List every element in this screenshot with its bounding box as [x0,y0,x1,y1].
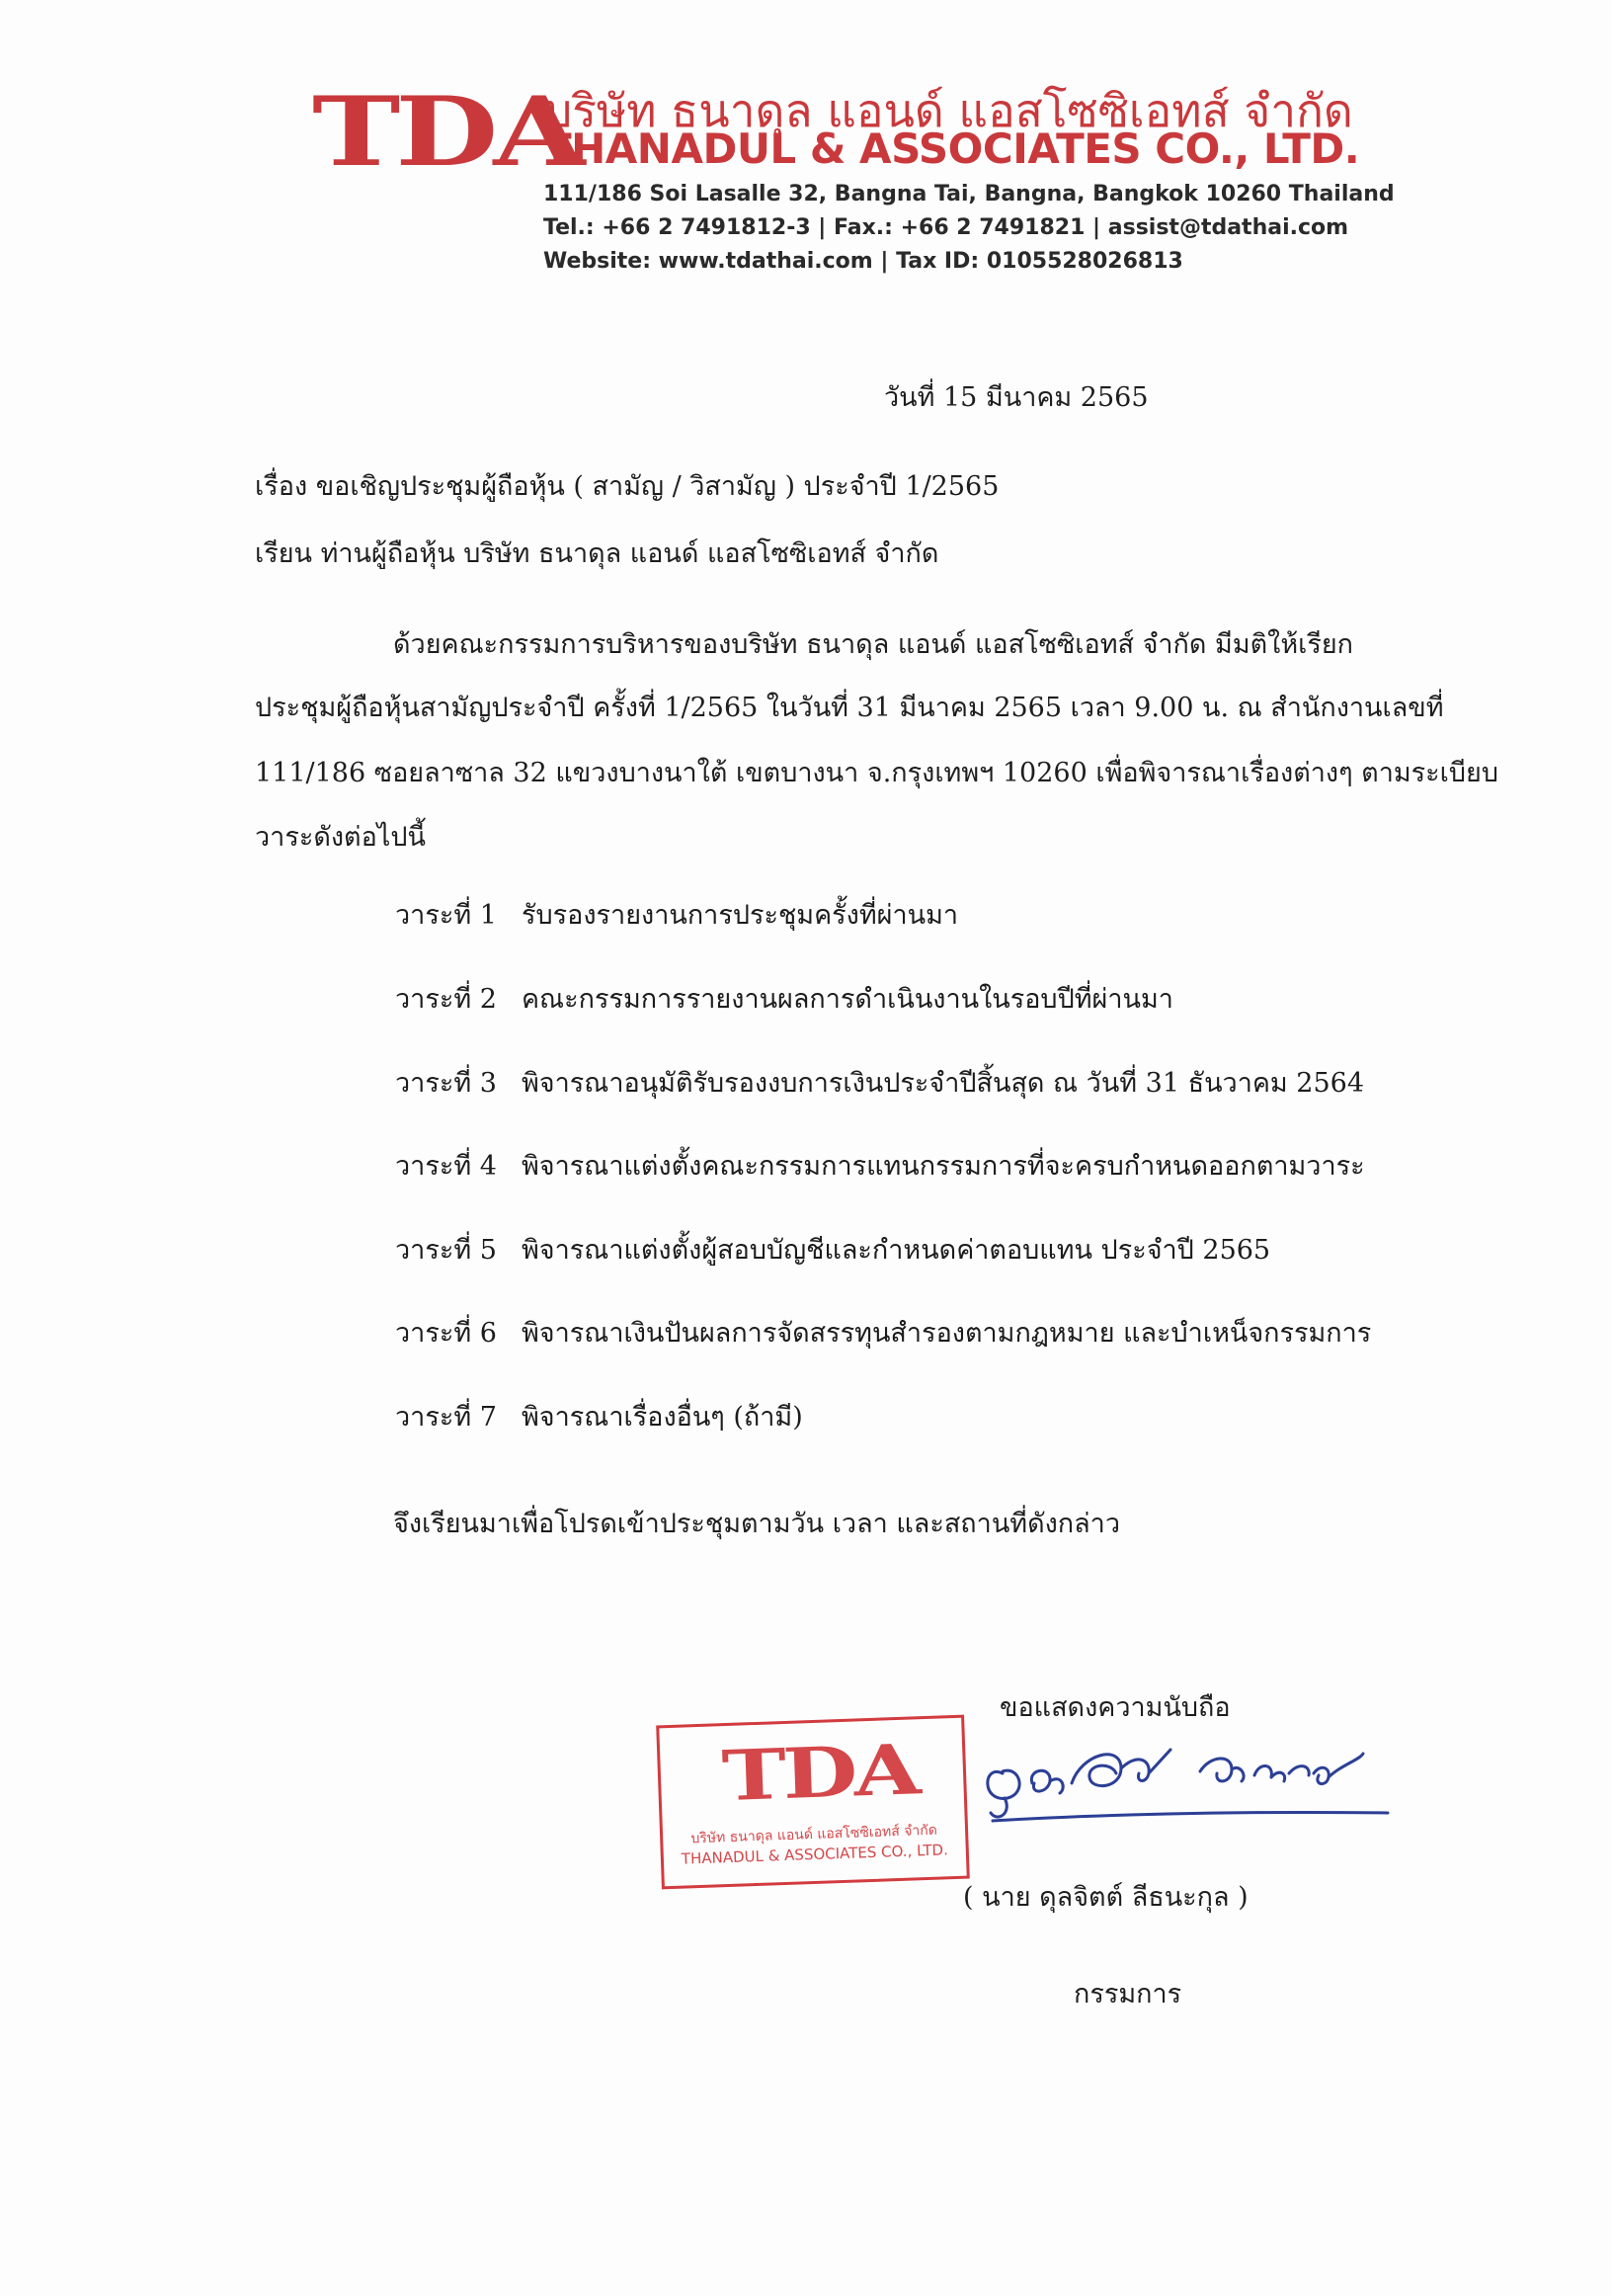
agenda-item: พิจารณาอนุมัติรับรองงบการเงินประจำปีสิ้นสุด ณ วันที่ 31 ธันวาคม 2564 [522,1068,1365,1099]
agenda-number: วาระที่ 7 [395,1402,497,1433]
company-address: 111/186 Soi Lasalle 32, Bangna Tai, Bangna, Bangkok 10260 Thailand [543,182,1395,206]
agenda-number: วาระที่ 4 [395,1151,497,1182]
body-line-3: 111/186 ซอยลาซาล 32 แขวงบางนาใต้ เขตบางนา จ.กรุงเทพฯ 10260 เพื่อพิจารณาเรื่องต่างๆ ตามระเบียบ [255,758,1499,788]
regards-text: ขอแสดงความนับถือ [1000,1692,1231,1723]
agenda-number: วาระที่ 5 [395,1235,497,1266]
letter-subject: เรื่อง ขอเชิญประชุมผู้ถือหุ้น ( สามัญ / วิสามัญ ) ประจำปี 1/2565 [255,471,1000,502]
agenda-number: วาระที่ 2 [395,984,497,1015]
agenda-item: พิจารณาเงินปันผลการจัดสรรทุนสำรองตามกฎหมาย และบำเหน็จกรรมการ [522,1318,1372,1349]
agenda-item: พิจารณาแต่งตั้งผู้สอบบัญชีและกำหนดค่าตอบแทน ประจำปี 2565 [522,1235,1271,1266]
signer-name: ( นาย ดุลจิตต์ ลีธนะกุล ) [963,1882,1249,1913]
company-name-english: THANADUL & ASSOCIATES CO., LTD. [543,124,1360,173]
closing-sentence: จึงเรียนมาเพื่อโปรดเข้าประชุมตามวัน เวลา และสถานที่ดังกล่าว [393,1509,1121,1539]
signer-position: กรรมการ [1074,1979,1182,2009]
agenda-number: วาระที่ 6 [395,1318,497,1349]
handwritten-signature [973,1714,1398,1843]
stamp-logo: TDA [720,1728,919,1818]
agenda-item: พิจารณาเรื่องอื่นๆ (ถ้ามี) [522,1402,803,1433]
body-line-4: วาระดังต่อไปนี้ [255,822,426,853]
agenda-item: รับรองรายงานการประชุมครั้งที่ผ่านมา [522,900,959,931]
company-contact: Tel.: +66 2 7491812-3 | Fax.: +66 2 7491821 | assist@tdathai.com [543,215,1349,240]
body-line-2: ประชุมผู้ถือหุ้นสามัญประจำปี ครั้งที่ 1/2565 ในวันที่ 31 มีนาคม 2565 เวลา 9.00 น. ณ สำนักงานเลขที่ [255,693,1444,723]
company-name-thai: บริษัท ธนาดุล แอนด์ แอสโซซิเอทส์ จำกัด [543,84,1353,137]
letter-recipient: เรียน ท่านผู้ถือหุ้น บริษัท ธนาดุล แอนด์ แอสโซซิเอทส์ จำกัด [255,538,939,569]
agenda-number: วาระที่ 1 [395,900,497,931]
body-line-1: ด้วยคณะกรรมการบริหารของบริษัท ธนาดุล แอนด์ แอสโซซิเอทส์ จำกัด มีมติให้เรียก [393,629,1354,660]
company-stamp [656,1715,970,1890]
agenda-item: คณะกรรมการรายงานผลการดำเนินงานในรอบปีที่ผ่านมา [522,984,1173,1015]
agenda-item: พิจารณาแต่งตั้งคณะกรรมการแทนกรรมการที่จะครบกำหนดออกตามวาระ [522,1151,1365,1182]
stamp-company-english: THANADUL & ASSOCIATES CO., LTD. [681,1841,949,1868]
agenda-number: วาระที่ 3 [395,1068,497,1099]
company-website-tax: Website: www.tdathai.com | Tax ID: 0105528026813 [543,249,1183,274]
company-logo: TDA [312,76,581,188]
stamp-company-thai: บริษัท ธนาดุล แอนด์ แอสโซซิเอทส์ จำกัด [690,1822,938,1847]
letter-date: วันที่ 15 มีนาคม 2565 [884,382,1149,413]
